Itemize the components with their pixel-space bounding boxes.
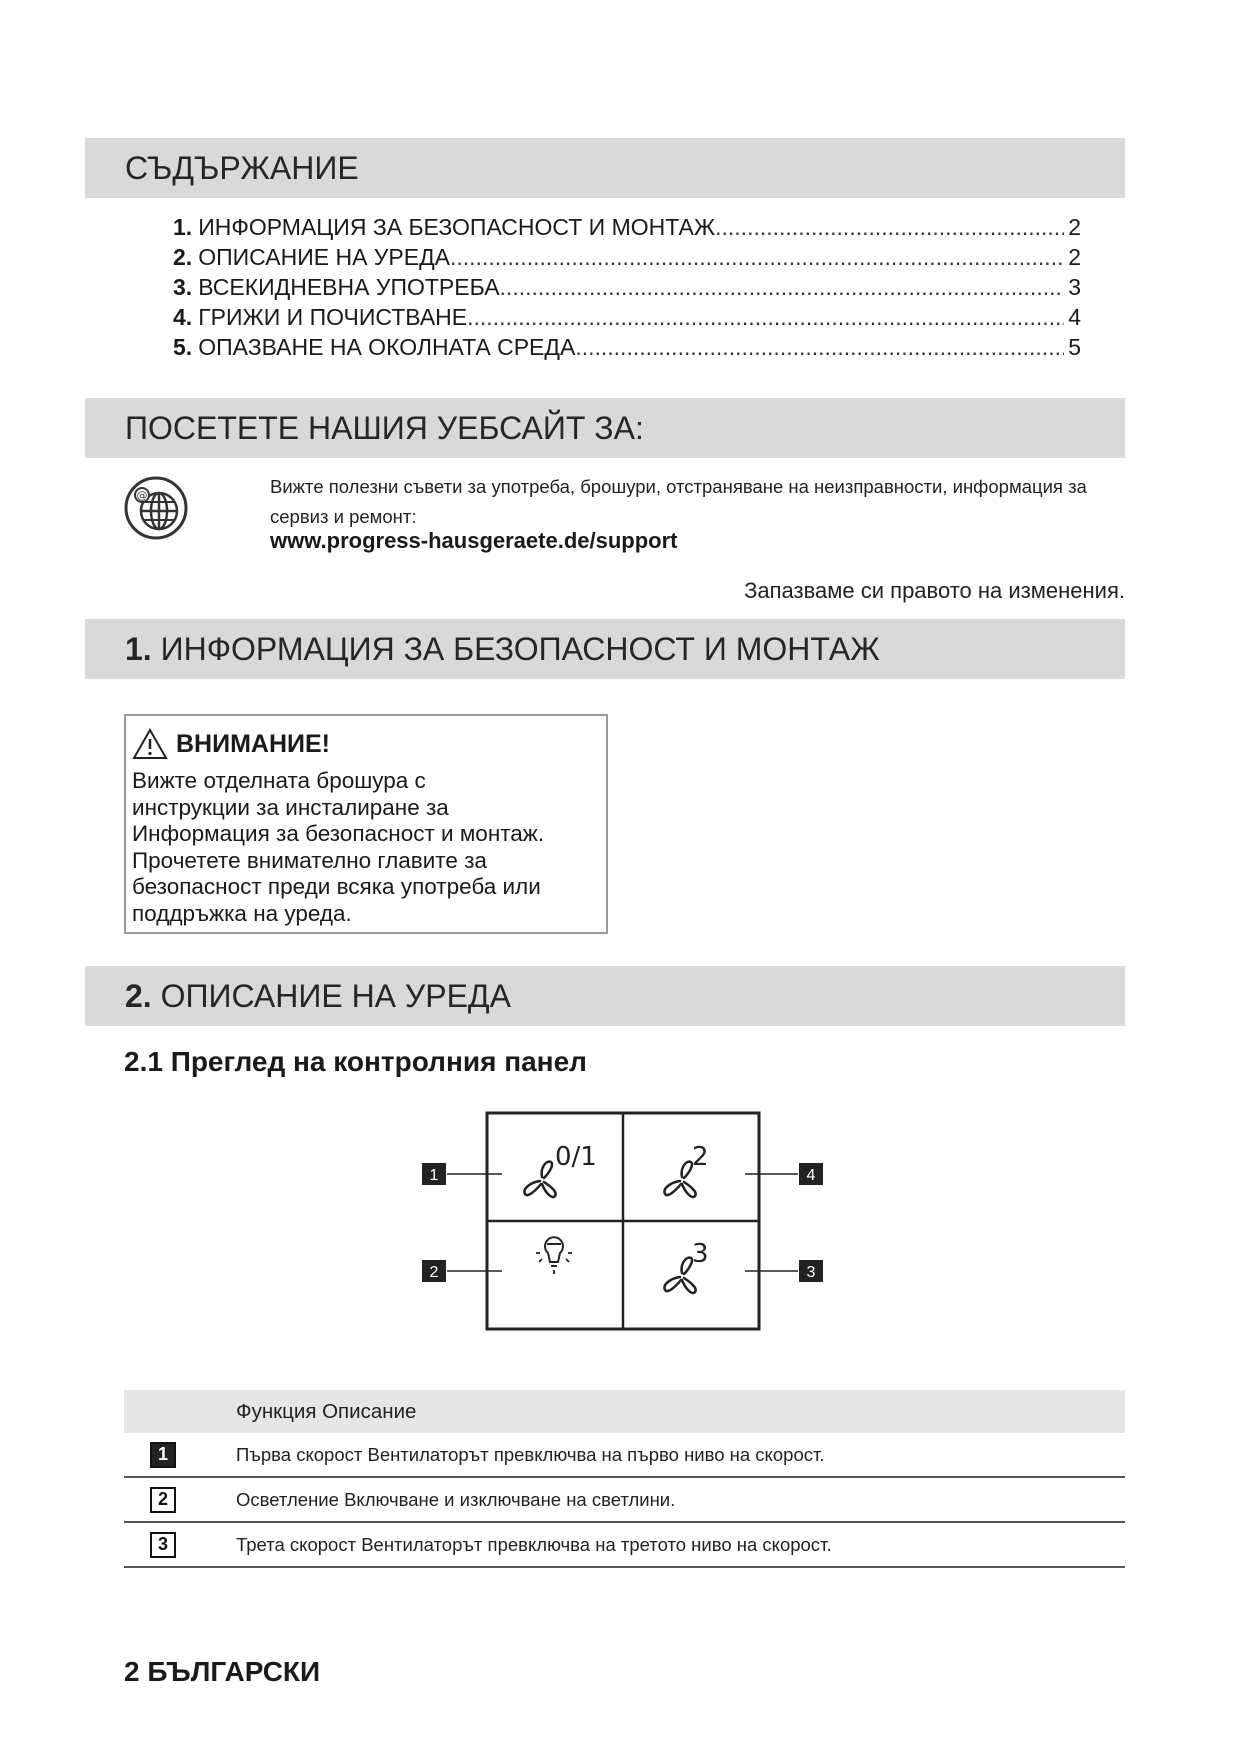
section-2-title: ОПИСАНИЕ НА УРЕДА <box>160 977 511 1014</box>
subsection-title: 2.1 Преглед на контролния панел <box>124 1046 587 1077</box>
function-table-header-label: Функция Описание <box>236 1399 417 1423</box>
toc-item-label: ОПАЗВАНЕ НА ОКОЛНАТА СРЕДА <box>198 334 576 360</box>
warning-triangle-icon <box>132 728 168 760</box>
toc-item[interactable] <box>173 272 1081 302</box>
row-text: Трета скорост Вентилаторът превключва на третото ниво на скорост. <box>236 1533 832 1555</box>
row-badge: 1 <box>150 1442 176 1468</box>
rights-reserved-note: Запазваме си правото на изменения. <box>744 578 1125 603</box>
svg-text:@: @ <box>136 489 148 502</box>
toc-dot-leader <box>450 242 1064 272</box>
function-table <box>124 1390 1125 1568</box>
toc-header <box>85 138 1125 198</box>
toc-item-number: 5. <box>173 334 193 360</box>
toc-item[interactable] <box>173 332 1081 362</box>
warning-title: ВНИМАНИЕ! <box>176 729 330 758</box>
table-row <box>124 1523 1125 1568</box>
section-1-number: 1. <box>125 630 152 667</box>
toc-dot-leader <box>715 212 1064 242</box>
website-description: Вижте полезни съвети за употреба, брошури, отстраняване на неизправности, информация за сервиз и ремонт: <box>270 476 1087 527</box>
button-label: 2 <box>692 1142 709 1172</box>
callout-3 <box>799 1260 823 1282</box>
section-1-header <box>85 619 1125 679</box>
callout-label: 3 <box>806 1264 816 1281</box>
support-link[interactable]: www.progress-hausgeraete.de/support <box>270 528 678 553</box>
section-2-number: 2. <box>125 977 152 1014</box>
website-header <box>85 398 1125 458</box>
function-table-header <box>124 1390 1125 1433</box>
toc-dot-leader <box>467 302 1064 332</box>
warning-line: инструкции за инсталиране за <box>132 794 449 820</box>
toc-dot-leader <box>575 332 1064 362</box>
warning-line: поддръжка на уреда. <box>132 900 352 926</box>
callout-4 <box>799 1163 823 1185</box>
warning-text <box>132 768 606 927</box>
toc-item[interactable] <box>173 242 1081 272</box>
toc-item-label: ГРИЖИ И ПОЧИСТВАНЕ <box>198 304 468 330</box>
warning-line: Информация за безопасност и монтаж. <box>132 821 545 846</box>
toc-item[interactable] <box>173 302 1081 332</box>
toc-item-page: 3 <box>1068 274 1081 300</box>
table-of-contents <box>173 212 1081 362</box>
toc-item-page: 5 <box>1068 334 1081 360</box>
toc-dot-leader <box>500 272 1065 302</box>
row-badge: 2 <box>150 1487 176 1513</box>
button-label: 0/1 <box>555 1142 597 1172</box>
toc-item[interactable] <box>173 212 1081 242</box>
row-badge: 3 <box>150 1532 176 1558</box>
table-row <box>124 1433 1125 1478</box>
warning-line: безопасност преди всяка употреба или <box>132 874 541 899</box>
control-panel-diagram <box>420 1110 840 1340</box>
row-text: Осветление Включване и изключване на светлини. <box>236 1488 676 1510</box>
globe-icon <box>123 475 189 541</box>
toc-item-label: ИНФОРМАЦИЯ ЗА БЕЗОПАСНОСТ И МОНТАЖ <box>198 214 716 240</box>
button-label: 3 <box>692 1239 709 1269</box>
callout-label: 1 <box>429 1167 439 1184</box>
toc-title: СЪДЪРЖАНИЕ <box>125 149 359 186</box>
toc-item-number: 2. <box>173 244 193 270</box>
table-row <box>124 1478 1125 1523</box>
toc-item-number: 4. <box>173 304 193 330</box>
callout-1 <box>422 1163 446 1185</box>
section-2-header <box>85 966 1125 1026</box>
toc-item-page: 2 <box>1068 244 1081 270</box>
warning-box <box>124 714 608 934</box>
toc-item-label: ВСЕКИДНЕВНА УПОТРЕБА <box>198 274 500 300</box>
section-1-title: ИНФОРМАЦИЯ ЗА БЕЗОПАСНОСТ И МОНТАЖ <box>160 630 880 667</box>
toc-item-page: 2 <box>1068 214 1081 240</box>
warning-line: Вижте отделната брошура с <box>132 768 426 793</box>
row-text: Първа скорост Вентилаторът превключва на първо ниво на скорост. <box>236 1443 825 1465</box>
toc-item-label: ОПИСАНИЕ НА УРЕДА <box>198 244 451 270</box>
callout-label: 2 <box>429 1264 439 1281</box>
warning-line: Прочетете внимателно главите за <box>132 847 487 873</box>
callout-label: 4 <box>806 1167 816 1184</box>
callout-2 <box>422 1260 446 1282</box>
toc-item-number: 3. <box>173 274 193 300</box>
toc-item-number: 1. <box>173 214 193 240</box>
website-title: ПОСЕТЕТЕ НАШИЯ УЕБСАЙТ ЗА: <box>125 409 644 446</box>
page-footer: 2 БЪЛГАРСКИ <box>124 1656 321 1687</box>
toc-item-page: 4 <box>1068 304 1081 330</box>
